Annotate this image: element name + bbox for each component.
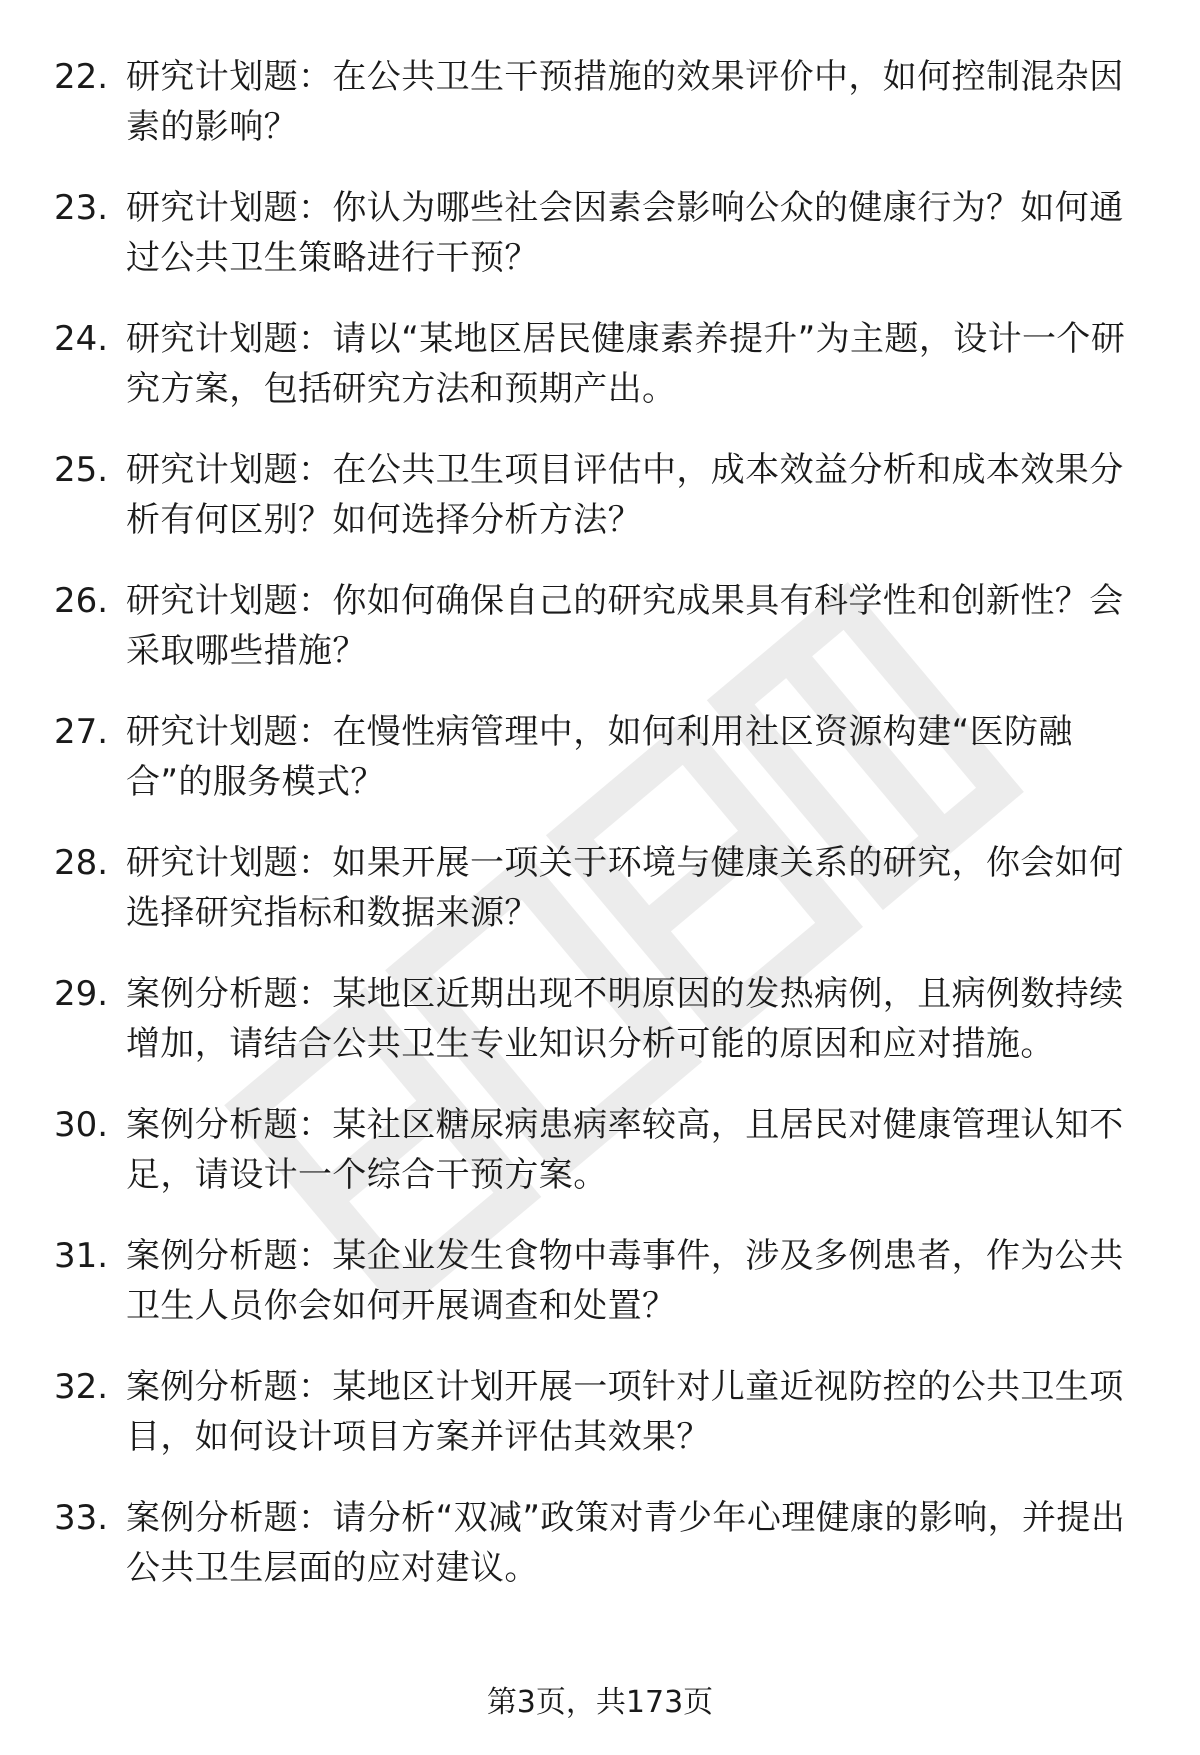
question-number: 32. bbox=[54, 1367, 109, 1407]
question-number: 25. bbox=[54, 450, 109, 490]
question-list bbox=[0, 52, 1200, 1624]
question-item bbox=[0, 314, 1200, 445]
question-item bbox=[0, 969, 1200, 1100]
question-text: 案例分析题：某地区近期出现不明原因的发热病例，且病例数持续增加，请结合公共卫生专业知识分析可能的原因和应对措施。 bbox=[126, 974, 1124, 1064]
question-number: 29. bbox=[54, 974, 109, 1014]
question-text: 研究计划题：请以“某地区居民健康素养提升”为主题，设计一个研究方案，包括研究方法和预期产出。 bbox=[126, 319, 1126, 409]
question-text: 案例分析题：请分析“双减”政策对青少年心理健康的影响，并提出公共卫生层面的应对建议。 bbox=[126, 1498, 1126, 1588]
question-item bbox=[0, 1362, 1200, 1493]
question-item bbox=[0, 838, 1200, 969]
question-number: 33. bbox=[54, 1498, 109, 1538]
question-text: 研究计划题：你如何确保自己的研究成果具有科学性和创新性？会采取哪些措施？ bbox=[126, 581, 1124, 671]
page-footer bbox=[0, 1683, 1200, 1723]
question-number: 27. bbox=[54, 712, 109, 752]
question-number: 26. bbox=[54, 581, 109, 621]
question-number: 24. bbox=[54, 319, 109, 359]
question-item bbox=[0, 1100, 1200, 1231]
question-item bbox=[0, 183, 1200, 314]
question-item bbox=[0, 1493, 1200, 1624]
question-number: 22. bbox=[54, 57, 109, 97]
question-text: 研究计划题：在公共卫生干预措施的效果评价中，如何控制混杂因素的影响？ bbox=[126, 57, 1124, 147]
question-text: 案例分析题：某地区计划开展一项针对儿童近视防控的公共卫生项目，如何设计项目方案并评估其效果？ bbox=[126, 1367, 1124, 1457]
question-item bbox=[0, 576, 1200, 707]
question-item bbox=[0, 52, 1200, 183]
question-number: 28. bbox=[54, 843, 109, 883]
question-number: 31. bbox=[54, 1236, 109, 1276]
page-number-label: 第3页，共173页 bbox=[486, 1685, 714, 1720]
question-text: 案例分析题：某企业发生食物中毒事件，涉及多例患者，作为公共卫生人员你会如何开展调查和处置？ bbox=[126, 1236, 1124, 1326]
question-text: 研究计划题：如果开展一项关于环境与健康关系的研究，你会如何选择研究指标和数据来源？ bbox=[126, 843, 1124, 933]
question-item bbox=[0, 1231, 1200, 1362]
question-text: 研究计划题：在慢性病管理中，如何利用社区资源构建“医防融合”的服务模式？ bbox=[126, 712, 1073, 802]
question-item bbox=[0, 707, 1200, 838]
question-text: 研究计划题：在公共卫生项目评估中，成本效益分析和成本效果分析有何区别？如何选择分析方法？ bbox=[126, 450, 1124, 540]
question-number: 30. bbox=[54, 1105, 109, 1145]
question-text: 案例分析题：某社区糖尿病患病率较高，且居民对健康管理认知不足，请设计一个综合干预方案。 bbox=[126, 1105, 1124, 1195]
question-number: 23. bbox=[54, 188, 109, 228]
question-text: 研究计划题：你认为哪些社会因素会影响公众的健康行为？如何通过公共卫生策略进行干预？ bbox=[126, 188, 1124, 278]
question-item bbox=[0, 445, 1200, 576]
